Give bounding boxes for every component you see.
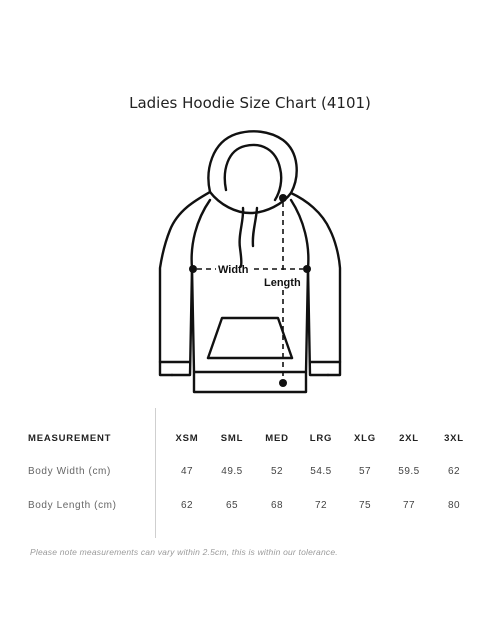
table-cell: 62: [447, 466, 461, 477]
row-label-body-length: Body Length (cm): [28, 500, 117, 511]
table-cell: 75: [358, 500, 372, 511]
length-label: Length: [264, 277, 301, 289]
table-cell: 65: [225, 500, 239, 511]
table-cell: 47: [180, 466, 194, 477]
size-table: [0, 405, 500, 540]
table-cell: 77: [402, 500, 416, 511]
width-point-left: [189, 265, 197, 273]
table-cell: 62: [180, 500, 194, 511]
table-cell: 72: [314, 500, 328, 511]
length-point-top: [279, 194, 287, 202]
page-title: Ladies Hoodie Size Chart (4101): [129, 94, 371, 112]
header-size-sml: SML: [220, 433, 244, 444]
header-size-xlg: XLG: [354, 433, 376, 444]
width-point-right: [303, 265, 311, 273]
hoodie-diagram: [0, 120, 500, 410]
table-header-row: [0, 433, 500, 453]
row-label-body-width: Body Width (cm): [28, 466, 111, 477]
length-point-bottom: [279, 379, 287, 387]
table-cell: 68: [270, 500, 284, 511]
table-cell: 59.5: [398, 466, 420, 477]
header-measurement: MEASUREMENT: [28, 433, 112, 444]
header-size-xsm: XSM: [175, 433, 199, 444]
hood-outline: [208, 131, 296, 193]
header-size-2xl: 2XL: [399, 433, 419, 444]
width-label: Width: [218, 264, 249, 276]
table-cell: 80: [447, 500, 461, 511]
hood-opening: [225, 145, 281, 200]
header-size-lrg: LRG: [309, 433, 333, 444]
table-cell: 49.5: [221, 466, 243, 477]
tolerance-note: Please note measurements can vary within 2.5cm, this is within our tolerance.: [30, 547, 338, 557]
body-outline: [160, 192, 210, 375]
header-size-3xl: 3XL: [444, 433, 464, 444]
pocket-outline: [208, 318, 292, 358]
table-row: [0, 466, 500, 486]
table-cell: 57: [358, 466, 372, 477]
table-row: [0, 500, 500, 520]
table-cell: 52: [270, 466, 284, 477]
table-cell: 54.5: [310, 466, 332, 477]
header-size-med: MED: [265, 433, 289, 444]
